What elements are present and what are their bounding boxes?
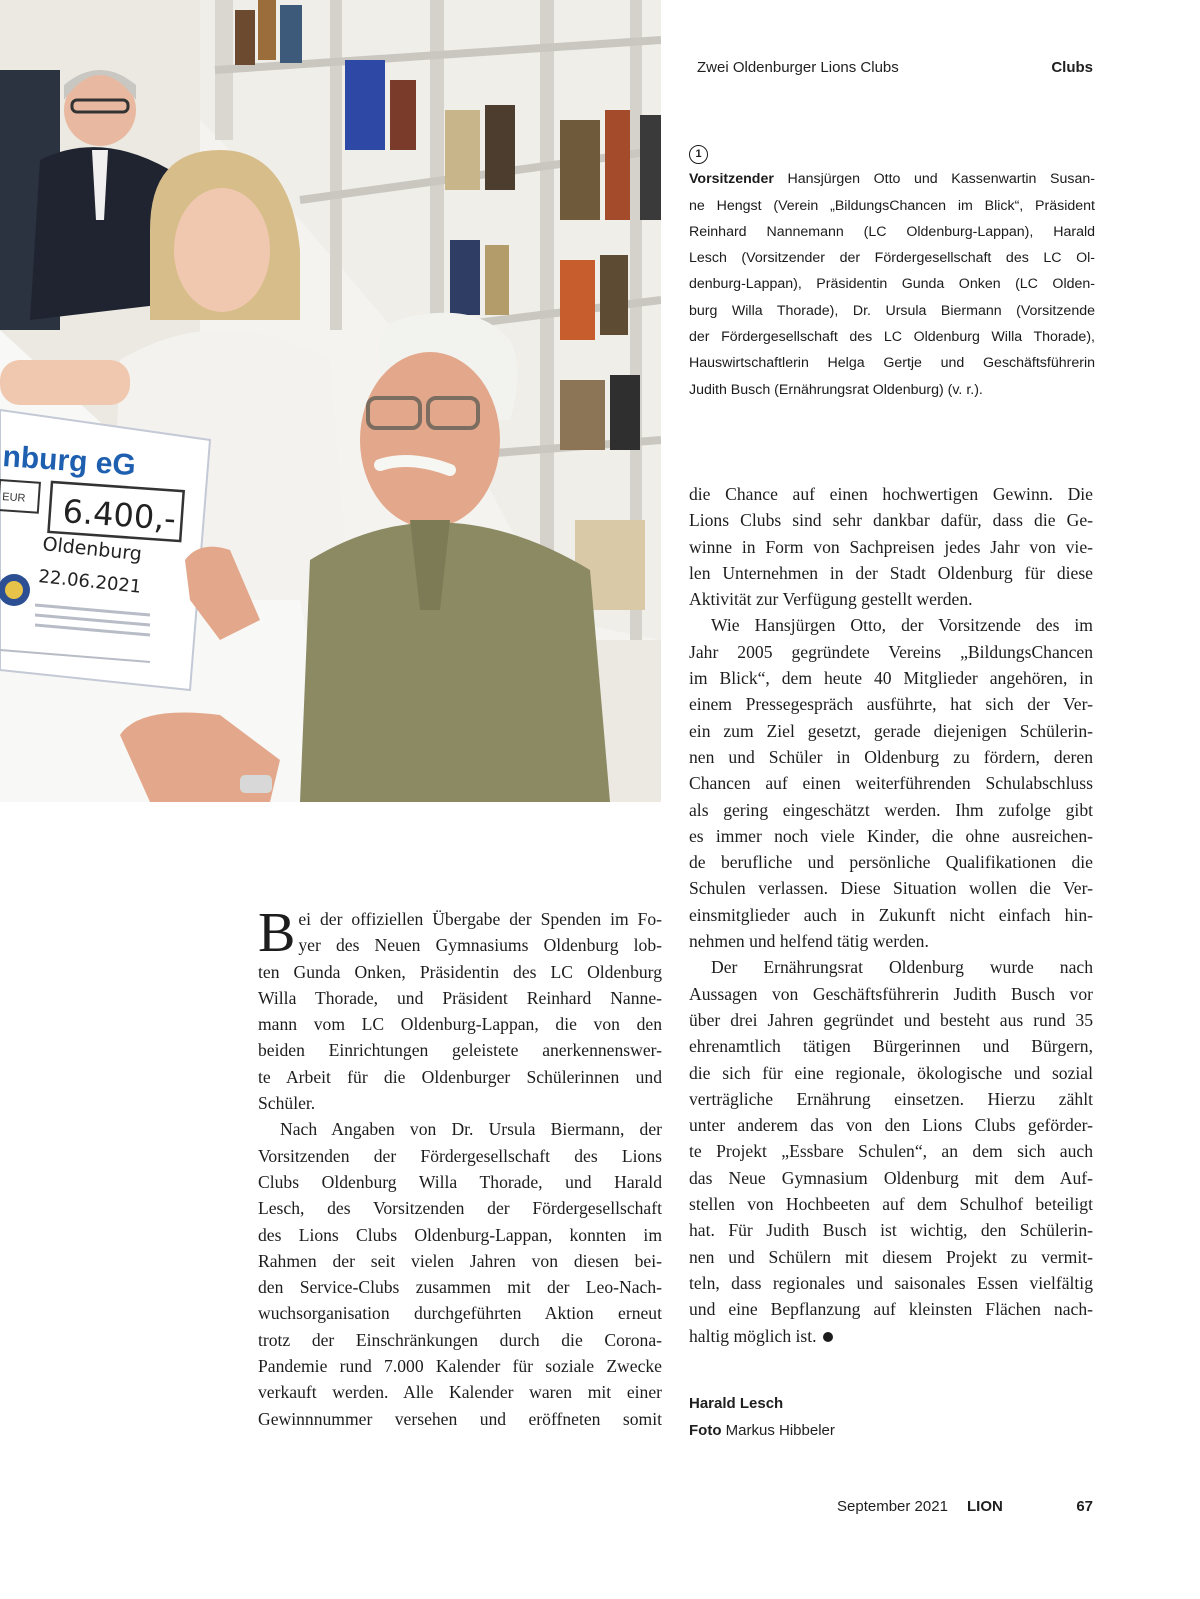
caption-line <box>689 166 1095 192</box>
body-line: Schulen verlassen. Diese Situation wollen die Ver- <box>689 878 1093 899</box>
body-line: Chancen auf einen weiterführenden Schulabschluss <box>689 773 1093 794</box>
body-line: Aussagen von Geschäftsführerin Judith Busch vor <box>689 983 1093 1004</box>
end-of-article-icon <box>823 1332 833 1342</box>
body-line: yer des Neuen Gymnasiums Oldenburg lob- <box>298 935 662 956</box>
body-line: de berufliche und persönliche Qualifikationen die <box>689 852 1093 873</box>
caption-line: Hauswirtschaftlerin Helga Gertje und Geschäftsführerin <box>689 355 1095 372</box>
body-line: te Arbeit für die Oldenburger Schülerinnen und <box>258 1066 662 1087</box>
body-line: verkauft werden. Alle Kalender waren mit einer <box>258 1382 662 1403</box>
header-section-title: Zwei Oldenburger Lions Clubs <box>697 59 899 76</box>
body-line: Aktivität zur Verfügung gestellt werden. <box>689 589 973 610</box>
body-line-final <box>689 1323 1093 1349</box>
body-line: Clubs Oldenburg Willa Thorade, und Harald <box>258 1171 662 1192</box>
body-line: teln, dass regionales und saisonales Essen vielfältig <box>689 1272 1093 1293</box>
photographer-name: Markus Hibbeler <box>725 1422 835 1439</box>
caption-line: Judith Busch (Ernährungsrat Oldenburg) (v. r.). <box>689 381 983 398</box>
body-line: Willa Thorade, und Präsident Reinhard Nanne- <box>258 987 662 1008</box>
body-line: te Projekt „Essbare Schulen“, an dem sich auch <box>689 1141 1093 1162</box>
running-header <box>697 57 1093 81</box>
body-line: Schüler. <box>258 1093 316 1114</box>
body-line: unter anderem das von den Lions Clubs geförder- <box>689 1115 1093 1136</box>
check-bank-name: nburg eG <box>1 440 137 483</box>
donation-check <box>0 410 210 690</box>
body-line: einem Pressegespräch ausführte, hat sich der Ver- <box>689 694 1093 715</box>
check-amount: 6.400,- <box>61 492 178 538</box>
body-line: wuchsorganisation durchgeführten Aktion erneut <box>258 1303 662 1324</box>
body-line: den Service-Clubs zusammen mit der Leo-Nach- <box>258 1277 662 1298</box>
article-column-right <box>689 481 1093 1349</box>
body-line: nen und Schülern mit diesem Projekt zu vermit- <box>689 1246 1093 1267</box>
body-line: ten Gunda Onken, Präsidentin des LC Oldenburg <box>258 961 662 982</box>
caption-line: Reinhard Nannemann (LC Oldenburg-Lappan), Harald <box>689 223 1095 240</box>
body-line: winne in Form von Sachpreisen jedes Jahr von vie- <box>689 536 1093 557</box>
caption-line: Lesch (Vorsitzender der Fördergesellschaft des LC Ol- <box>689 250 1095 267</box>
body-line: und eine Bepflanzung auf kleinsten Flächen nach- <box>689 1299 1093 1320</box>
body-line: Wie Hansjürgen Otto, der Vorsitzende des im <box>711 615 1093 636</box>
body-line: ehrenamtlich tätigen Bürgerinnen und Bürgern, <box>689 1036 1093 1057</box>
caption-number-badge: 1 <box>689 145 708 164</box>
body-line: es immer noch viele Kinder, die ohne ausreichen- <box>689 825 1093 846</box>
body-line: als gering eingeschätzt werden. Ihm zufolge gibt <box>689 799 1093 820</box>
body-line: hat. Für Judith Busch ist wichtig, den Schülerin- <box>689 1220 1093 1241</box>
body-line: verträgliche Ernährung einsetzen. Hierzu zählt <box>689 1088 1093 1109</box>
body-line: Rahmen der seit vielen Jahren von diesen bei- <box>258 1250 662 1271</box>
body-line: das Neue Gymnasium Oldenburg mit dem Auf- <box>689 1167 1093 1188</box>
check-place: Oldenburg <box>41 533 143 566</box>
body-line: die Chance auf einen hochwertigen Gewinn. Die <box>689 484 1093 504</box>
caption-line: burg Willa Thorade), Dr. Ursula Biermann (Vorsitzende <box>689 302 1095 319</box>
body-line: die sich für eine regionale, ökologische und sozial <box>689 1062 1093 1083</box>
body-line: im Blick“, dem heute 40 Mitglieder angehören, in <box>689 668 1093 689</box>
caption-line-text: Hansjürgen Otto und Kassenwartin Susan- <box>773 171 1095 188</box>
body-line: Jahr 2005 gegründete Vereins „BildungsChancen <box>689 641 1093 662</box>
magazine-name: LION <box>967 1498 1003 1515</box>
body-line: Vorsitzenden der Fördergesellschaft des Lions <box>258 1145 662 1166</box>
drop-cap: B <box>258 902 296 964</box>
body-line: Lions Clubs sind sehr dankbar dafür, dass die Ge- <box>689 510 1093 531</box>
header-rubric: Clubs <box>1051 59 1093 76</box>
page-footer <box>837 1498 1097 1520</box>
caption-line: ne Hengst (Verein „BildungsChancen im Blick“, Präsident <box>689 197 1095 214</box>
body-line: Der Ernährungsrat Oldenburg wurde nach <box>711 957 1093 978</box>
caption-line: der Fördergesellschaft des LC Oldenburg Willa Thorade), <box>689 329 1095 346</box>
body-line: Pandemie rund 7.000 Kalender für soziale Zwecke <box>258 1356 662 1377</box>
page-number: 67 <box>1076 1498 1093 1515</box>
photo-illustration <box>0 0 661 802</box>
article-photo <box>0 0 661 802</box>
body-line: ein zum Ziel gesetzt, gerade diejenigen Schülerin- <box>689 720 1093 741</box>
body-line: Gewinnnummer versehen und eröffneten somit <box>258 1408 662 1429</box>
author-name: Harald Lesch <box>689 1395 784 1412</box>
caption-lead: Vorsitzender <box>689 171 774 188</box>
body-line: beiden Einrichtungen geleistete anerkennenswer- <box>258 1040 662 1061</box>
body-line: len Unternehmen in der Stadt Oldenburg für diese <box>689 562 1093 583</box>
check-currency: EUR <box>1 491 26 505</box>
article-column-left <box>258 902 662 1432</box>
caption-number-row <box>689 140 1095 166</box>
body-line: trotz der Einschränkungen durch die Corona- <box>258 1329 662 1350</box>
body-line-text: haltig möglich ist. <box>689 1325 817 1346</box>
body-line: einsmitglieder auch in Zukunft nicht einfach hin- <box>689 904 1093 925</box>
article-credits <box>689 1390 835 1444</box>
body-line: Nach Angaben von Dr. Ursula Biermann, der <box>280 1119 662 1140</box>
photo-credit-label: Foto <box>689 1422 722 1439</box>
check-date: 22.06.2021 <box>37 566 143 598</box>
issue-date: September 2021 <box>837 1498 948 1515</box>
caption-line: denburg-Lappan), Präsidentin Gunda Onken (LC Olden- <box>689 276 1095 293</box>
body-line: Lesch, des Vorsitzenden der Fördergesellschaft <box>258 1198 662 1219</box>
body-line: des Lions Clubs Oldenburg-Lappan, konnten im <box>258 1224 662 1245</box>
body-line: ei der offiziellen Übergabe der Spenden im Fo- <box>298 909 662 929</box>
body-line: stellen von Hochbeeten auf dem Schulhof beteiligt <box>689 1194 1093 1215</box>
body-line: nehmen und helfend tätig werden. <box>689 931 929 952</box>
photo-caption <box>689 140 1095 403</box>
body-line: mann vom LC Oldenburg-Lappan, die von den <box>258 1014 662 1035</box>
body-line: nen und Schüler in Oldenburg zu fördern, deren <box>689 746 1093 767</box>
body-line: über drei Jahren gegründet und besteht aus rund 35 <box>689 1009 1093 1030</box>
